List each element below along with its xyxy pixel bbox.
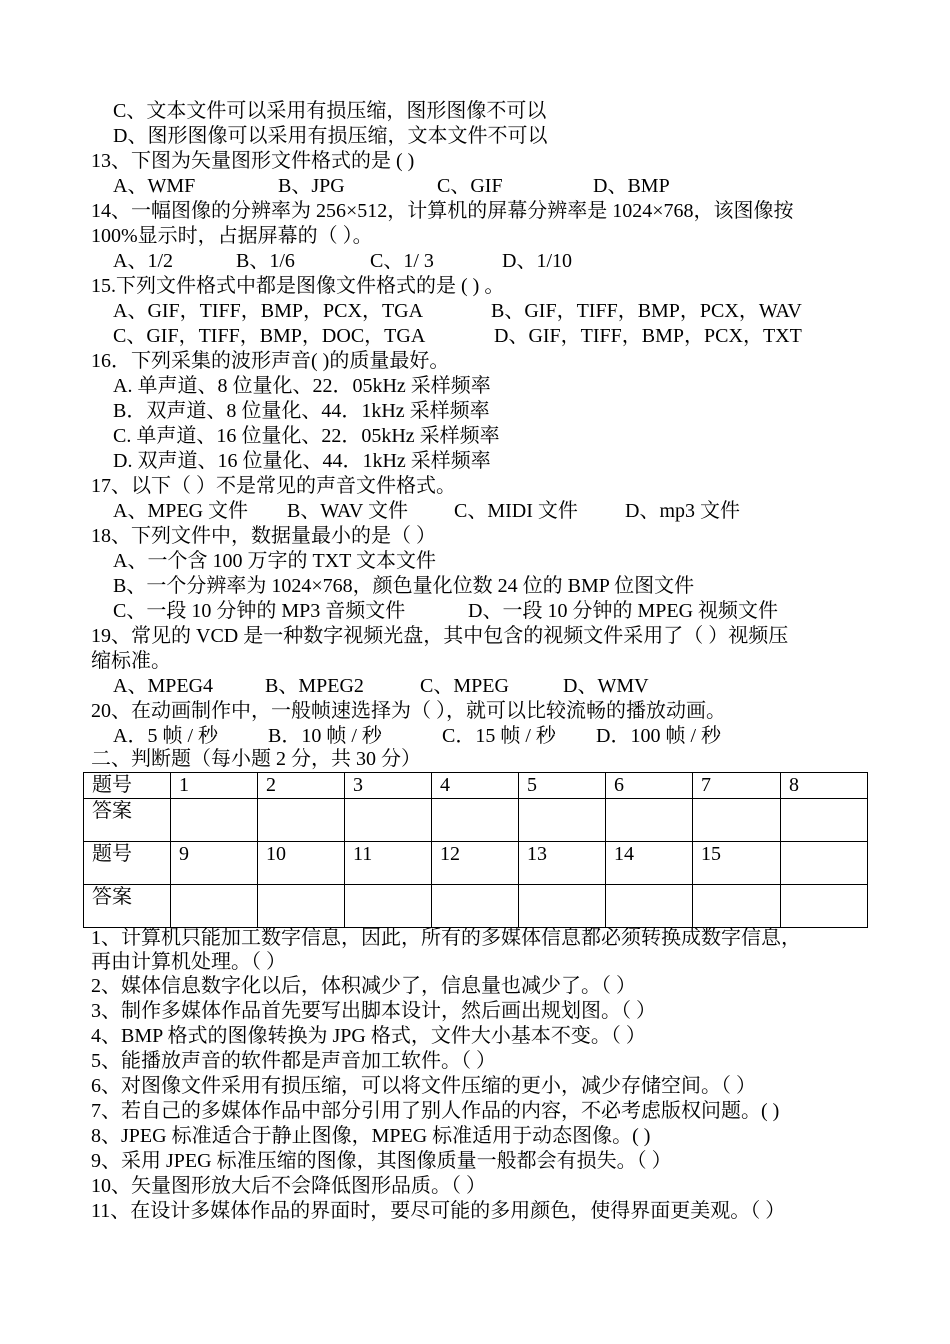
- q17-option-c: C、MIDI 文件: [454, 500, 578, 522]
- judge-7: 7、若自己的多媒体作品中部分引用了别人作品的内容，不必考虑版权问题。( ): [91, 1100, 780, 1122]
- q13-option-a: A、WMF: [113, 175, 196, 197]
- answer-cell[interactable]: [693, 885, 781, 928]
- q15-option-c: C、GIF，TIFF，BMP，DOC，TGA: [113, 325, 426, 347]
- question-number-cell: 8: [781, 773, 868, 799]
- q14-option-d: D、1/10: [502, 250, 572, 272]
- q15-option-a: A、GIF，TIFF，BMP，PCX，TGA: [113, 300, 424, 322]
- question-number-cell: 13: [519, 842, 606, 885]
- q17-option-a: A、MPEG 文件: [113, 500, 249, 522]
- judge-4: 4、BMP 格式的图像转换为 JPG 格式，文件大小基本不变。（ ）: [91, 1025, 646, 1047]
- question-number-cell: 12: [432, 842, 519, 885]
- question-number-cell: 1: [171, 773, 258, 799]
- q14-option-a: A、1/2: [113, 250, 173, 272]
- answer-table: [83, 772, 868, 928]
- question-number-cell: 14: [606, 842, 693, 885]
- judge-9: 9、采用 JPEG 标准压缩的图像，其图像质量一般都会有损失。（ ）: [91, 1150, 672, 1172]
- question-15: 15.下列文件格式中都是图像文件格式的是 ( ) 。: [91, 275, 505, 297]
- q18-option-a: A、一个含 100 万字的 TXT 文本文件: [113, 550, 436, 572]
- q16-option-b: B．双声道、8 位量化、44．1kHz 采样频率: [113, 400, 490, 422]
- q20-option-d: D．100 帧 / 秒: [596, 725, 721, 747]
- answer-cell[interactable]: [519, 885, 606, 928]
- answer-cell[interactable]: [258, 799, 345, 842]
- table-row: [84, 842, 868, 885]
- q14-option-b: B、1/6: [236, 250, 295, 272]
- answer-cell[interactable]: [606, 885, 693, 928]
- question-number-cell: 5: [519, 773, 606, 799]
- q14-option-c: C、1/ 3: [370, 250, 434, 272]
- judge-8: 8、JPEG 标准适合于静止图像，MPEG 标准适用于动态图像。( ): [91, 1125, 651, 1147]
- q15-option-d: D、GIF，TIFF，BMP，PCX，TXT: [494, 325, 802, 347]
- q19-option-b: B、MPEG2: [265, 675, 364, 697]
- row-label-answer: 答案: [84, 885, 171, 928]
- answer-cell[interactable]: [781, 799, 868, 842]
- q20-option-b: B．10 帧 / 秒: [268, 725, 382, 747]
- question-17: 17、以下（ ）不是常见的声音文件格式。: [91, 475, 456, 497]
- q13-option-d: D、BMP: [593, 175, 670, 197]
- q20-option-c: C．15 帧 / 秒: [442, 725, 556, 747]
- answer-cell[interactable]: [432, 885, 519, 928]
- q15-option-b: B、GIF，TIFF，BMP，PCX，WAV: [491, 300, 802, 322]
- question-number-cell: 9: [171, 842, 258, 885]
- answer-cell[interactable]: [258, 885, 345, 928]
- q18-option-c: C、一段 10 分钟的 MP3 音频文件: [113, 600, 406, 622]
- row-label-number: 题号: [84, 773, 171, 799]
- question-number-cell: [781, 842, 868, 885]
- question-16: 16．下列采集的波形声音( )的质量最好。: [91, 350, 450, 372]
- answer-cell[interactable]: [693, 799, 781, 842]
- q13-option-c: C、GIF: [437, 175, 503, 197]
- question-number-cell: 2: [258, 773, 345, 799]
- q16-option-a: A. 单声道、8 位量化、22．05kHz 采样频率: [113, 375, 491, 397]
- q16-option-d: D. 双声道、16 位量化、44．1kHz 采样频率: [113, 450, 491, 472]
- question-number-cell: 15: [693, 842, 781, 885]
- q19-option-a: A、MPEG4: [113, 675, 214, 697]
- table-row: [84, 885, 868, 928]
- q16-option-c: C. 单声道、16 位量化、22．05kHz 采样频率: [113, 425, 500, 447]
- answer-cell[interactable]: [606, 799, 693, 842]
- question-18: 18、下列文件中，数据量最小的是（ ）: [91, 525, 436, 547]
- q18-option-b: B、一个分辨率为 1024×768，颜色量化位数 24 位的 BMP 位图文件: [113, 575, 695, 597]
- q13-option-b: B、JPG: [278, 175, 345, 197]
- q17-option-d: D、mp3 文件: [625, 500, 740, 522]
- table-row: [84, 799, 868, 842]
- section-heading-judgement: 二、判断题（每小题 2 分，共 30 分）: [91, 748, 421, 770]
- question-14-line2: 100%显示时，占据屏幕的（ ）。: [91, 225, 373, 247]
- option-c-text: C、文本文件可以采用有损压缩，图形图像不可以: [113, 100, 547, 122]
- option-d-text: D、图形图像可以采用有损压缩，文本文件不可以: [113, 125, 548, 147]
- answer-cell[interactable]: [432, 799, 519, 842]
- question-19-line2: 缩标准。: [91, 650, 171, 672]
- q20-option-a: A．5 帧 / 秒: [113, 725, 218, 747]
- q19-option-c: C、MPEG: [420, 675, 509, 697]
- question-number-cell: 10: [258, 842, 345, 885]
- judge-1-line2: 再由计算机处理。（ ）: [91, 951, 286, 973]
- answer-cell[interactable]: [345, 799, 432, 842]
- q17-option-b: B、WAV 文件: [287, 500, 408, 522]
- question-number-cell: 4: [432, 773, 519, 799]
- question-number-cell: 11: [345, 842, 432, 885]
- table-row: [84, 773, 868, 799]
- answer-cell[interactable]: [781, 885, 868, 928]
- question-14-line1: 14、一幅图像的分辨率为 256×512，计算机的屏幕分辨率是 1024×768，该图像按: [91, 200, 794, 222]
- judge-1-line1: 1、计算机只能加工数字信息，因此，所有的多媒体信息都必须转换成数字信息，: [91, 927, 801, 949]
- answer-cell[interactable]: [345, 885, 432, 928]
- answer-cell[interactable]: [519, 799, 606, 842]
- answer-cell[interactable]: [171, 799, 258, 842]
- judge-11: 11、在设计多媒体作品的界面时，要尽可能的多用颜色，使得界面更美观。（ ）: [91, 1200, 786, 1222]
- question-13: 13、下图为矢量图形文件格式的是 ( ): [91, 150, 415, 172]
- question-number-cell: 7: [693, 773, 781, 799]
- q18-option-d: D、一段 10 分钟的 MPEG 视频文件: [468, 600, 779, 622]
- row-label-answer: 答案: [84, 799, 171, 842]
- q19-option-d: D、WMV: [563, 675, 649, 697]
- question-number-cell: 3: [345, 773, 432, 799]
- row-label-number: 题号: [84, 842, 171, 885]
- judge-6: 6、对图像文件采用有损压缩，可以将文件压缩的更小，减少存储空间。（ ）: [91, 1075, 756, 1097]
- answer-cell[interactable]: [171, 885, 258, 928]
- judge-3: 3、制作多媒体作品首先要写出脚本设计，然后画出规划图。（ ）: [91, 1000, 656, 1022]
- question-number-cell: 6: [606, 773, 693, 799]
- judge-5: 5、能播放声音的软件都是声音加工软件。（ ）: [91, 1050, 496, 1072]
- judge-2: 2、媒体信息数字化以后，体积减少了，信息量也减少了。（ ）: [91, 975, 636, 997]
- judge-10: 10、矢量图形放大后不会降低图形品质。（ ）: [91, 1175, 486, 1197]
- question-20: 20、在动画制作中，一般帧速选择为（ ），就可以比较流畅的播放动画。: [91, 700, 726, 722]
- question-19-line1: 19、常见的 VCD 是一种数字视频光盘，其中包含的视频文件采用了（ ）视频压: [91, 625, 789, 647]
